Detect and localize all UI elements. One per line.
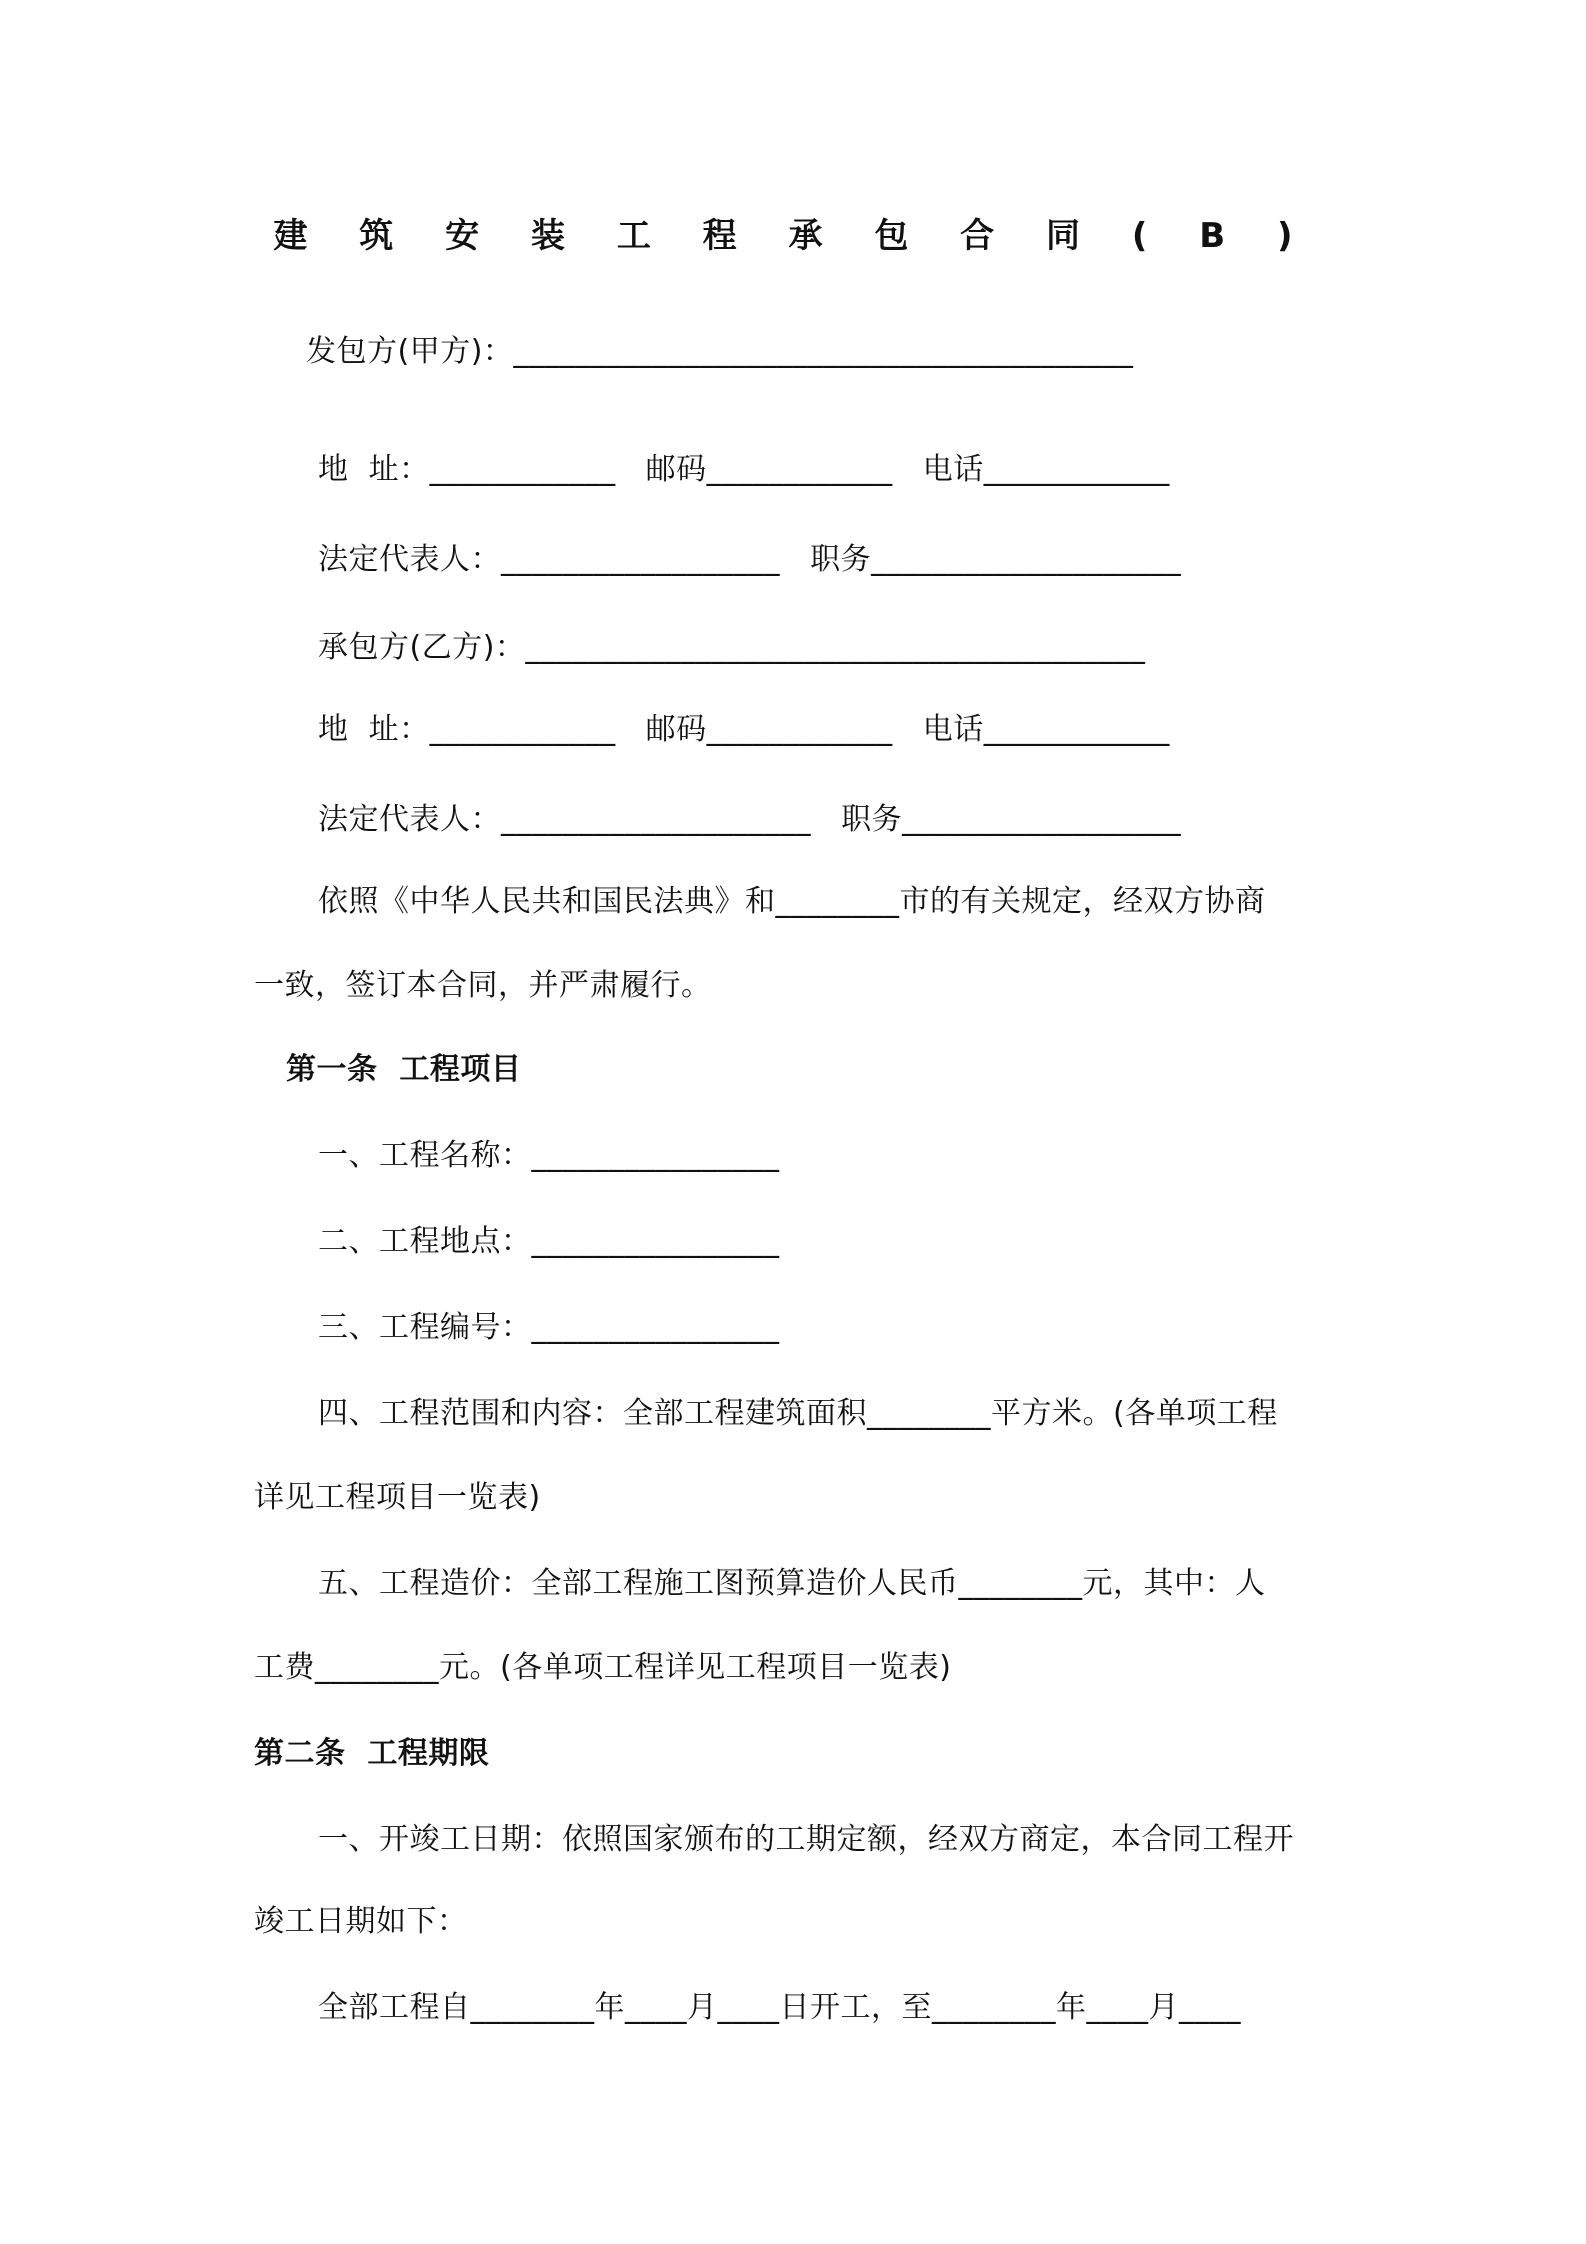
article-2-heading: 第二条 工程期限 [254, 1736, 490, 1771]
party-a-rep-line: 法定代表人：__________________ 职务____________________ [318, 542, 1182, 577]
article-2-item-1-line-3: 全部工程自________年____月____日开工，至________年____月____ [318, 1990, 1241, 2025]
party-b-rep-line: 法定代表人：____________________ 职务__________________ [318, 802, 1182, 837]
article-2-item-1-line-2: 竣工日期如下： [254, 1904, 468, 1939]
party-b-line: 承包方(乙方)：________________________________________ [318, 630, 1146, 665]
article-1-item-5-line-1: 五、工程造价：全部工程施工图预算造价人民币________元，其中：人 [318, 1566, 1266, 1601]
article-1-item-2: 二、工程地点：________________ [318, 1224, 780, 1259]
article-2-item-1-line-1: 一、开竣工日期：依照国家颁布的工期定额，经双方商定，本合同工程开 [318, 1822, 1294, 1857]
article-1-item-5-line-2: 工费________元。(各单项工程详见工程项目一览表) [254, 1650, 952, 1685]
intro-line-2: 一致，签订本合同，并严肃履行。 [254, 968, 712, 1003]
article-1-item-3: 三、工程编号：________________ [318, 1310, 780, 1345]
article-1-item-4-line-1: 四、工程范围和内容：全部工程建筑面积________平方米。(各单项工程 [318, 1396, 1278, 1431]
article-1-heading: 第一条 工程项目 [286, 1052, 522, 1087]
party-b-address-line: 地 址：____________ 邮码____________ 电话____________ [318, 712, 1170, 747]
intro-line-1: 依照《中华人民共和国民法典》和________市的有关规定，经双方协商 [318, 884, 1266, 919]
document-title: 建 筑 安 装 工 程 承 包 合 同 ( B ) [273, 216, 1313, 256]
article-1-item-4-line-2: 详见工程项目一览表) [254, 1480, 541, 1515]
article-1-item-1: 一、工程名称：________________ [318, 1138, 780, 1173]
party-a-line: 发包方(甲方)：________________________________________ [306, 334, 1134, 369]
party-a-address-line: 地 址：____________ 邮码____________ 电话____________ [318, 452, 1170, 487]
